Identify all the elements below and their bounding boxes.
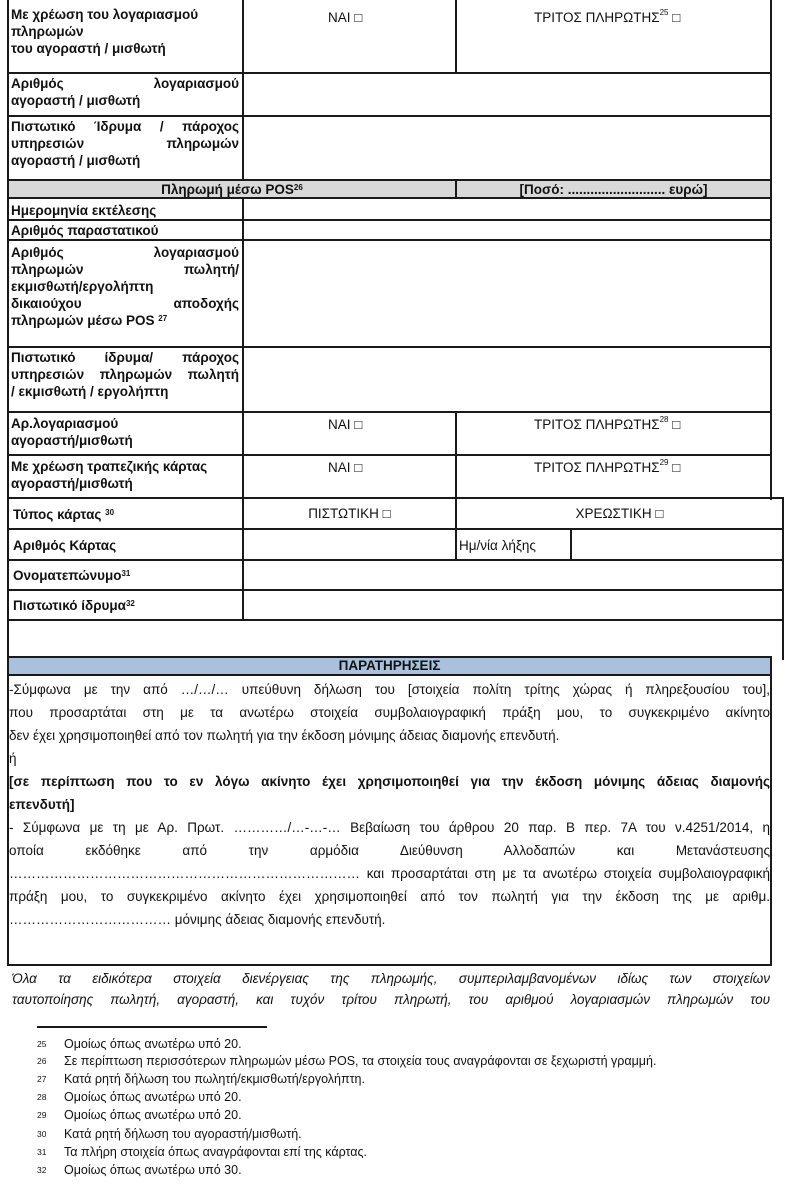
footnote-ref-26[interactable]: 26 [293,183,303,192]
card-type-label: Τύπος κάρτας $^{30}$ [13,507,115,522]
cardholder-name-label: Ονοματεπώνυμο$^{31}$ [13,568,131,583]
card-number-field[interactable] [244,530,455,559]
expiry-label: Ημ/νία λήξης [459,538,536,553]
card-bank-label: Πιστωτικό ίδρυμα$^{32}$ [13,598,135,613]
remarks-line: επενδυτή] [9,797,75,812]
debit-card-checkbox[interactable]: ΧΡΕΩΣΤΙΚΗ □ [575,506,664,521]
remarks-body [9,678,770,931]
cardholder-name-field[interactable] [244,561,782,589]
footnote-text: Ομοίως όπως ανωτέρω υπό 20. [64,1090,242,1104]
footnote-number: 30 [37,1129,47,1139]
footnote-separator [37,1026,267,1028]
footnote-text: Ομοίως όπως ανωτέρω υπό 20. [64,1108,242,1122]
charge-payer-account-label: Με χρέωση του λογαριασμού πληρωμών του αγοραστή / μισθωτή [11,7,199,56]
remarks-line: [σε περίπτωση που το εν λόγω ακίνητο έχει χρησιμοποιηθεί για την έκδοση μόνιμης άδειας διαμονής [9,774,770,789]
footnote-number: 29 [37,1110,47,1120]
card-number-label: Αριθμός Κάρτας [13,538,117,553]
seller-account-label: Αριθμός λογαριασμού πληρωμών πωλητή/ εκμισθωτή/εργολήπτη δικαιούχου αποδοχής πληρωμών μέσω POS $^{27}$ [11,245,239,328]
footnote-ref-28[interactable]: 28 [659,415,669,424]
remarks-line: -Σύμφωνα με την από …/…/… υπεύθυνη δήλωση του [στοιχεία πολίτη τρίτης χώρας ή πληρεξουσίου του], [9,682,770,697]
footnote-number: 28 [37,1092,47,1102]
checkbox-icon[interactable]: □ [672,10,681,25]
remarks-or: ή [9,751,17,766]
card-charge-label: Με χρέωση τραπεζικής κάρτας αγοραστή/μισθωτή [11,459,208,491]
remarks-line: οποία εκδόθηκε από την αρμόδια Διεύθυνση Αλλοδαπών και Μετανάστευσης [9,843,770,858]
card-charge-third-payer-checkbox[interactable] [534,460,680,475]
account-number-label: Αριθμός λογαριασμού αγοραστή / μισθωτή [11,76,239,108]
footnote-number: 27 [37,1074,47,1084]
card-bank-field[interactable] [244,591,782,619]
seller-institution-label: Πιστωτικό ίδρυμα/ πάροχος υπηρεσιών πληρωμών πωλητή / εκμισθωτή / εργολήπτη [11,350,239,399]
footnote-ref-32[interactable]: 32 [125,599,135,608]
third-payer-label: ΤΡΙΤΟΣ ΠΛΗΡΩΤΗΣ [534,460,660,475]
pos-amount: [Ποσό: .......................... ευρώ] [519,182,708,197]
remarks-line: ……………………………… μόνιμης άδειας διαμονής επενδυτή. [9,912,386,927]
execution-date-label: Ημερομηνία εκτέλεσης [11,203,157,218]
credit-institution-label: Πιστωτικό Ίδρυμα / πάροχος υπηρεσιών πληρωμών αγοραστή / μισθωτή [11,119,239,168]
body-paragraph: Όλα τα ειδικότερα στοιχεία διενέργειας της πληρωμής, συμπεριλαμβανομένων ιδίως των στοιχείων ταυτοποίησης πωλητή, αγοραστή, και τυχόν τρίτου πληρωτή, του αριθμού λογαριασμών πληρωμών του [12,971,770,1007]
footnote-text: Κατά ρητή δήλωση του αγοραστή/μισθωτή. [64,1127,302,1141]
remarks-line: που προσαρτάται στη με τα ανωτέρω στοιχεία συμβολαιογραφική πράξη μου, το συγκεκριμένο ακίνητο [9,705,770,720]
footnote-ref-31[interactable]: 31 [121,569,131,578]
footnote-number: 26 [37,1056,47,1066]
checkbox-icon[interactable]: □ [672,460,681,475]
footnote-number: 32 [37,1165,47,1175]
footnotes [0,1037,800,1187]
buyer-account-label: Αρ.λογαριασμού αγοραστή/μισθωτή [11,416,133,448]
pos-header: Πληρωμή μέσω POS$^{26}$ [161,182,303,197]
footnote-text: Σε περίπτωση περισσότερων πληρωμών μέσω POS, τα στοιχεία τους αναγράφονται σε ξεχωριστή γραμμή. [64,1054,657,1068]
buyer-account-yes-checkbox[interactable]: ΝΑΙ □ [328,417,363,432]
footnote-text: Τα πλήρη στοιχεία όπως αναγράφονται επί της κάρτας. [64,1145,368,1159]
footnote-number: 31 [37,1147,47,1157]
footnote-ref-29[interactable]: 29 [659,458,669,467]
credit-card-checkbox[interactable]: ΠΙΣΤΩΤΙΚΗ □ [308,506,391,521]
expiry-field[interactable] [572,530,782,559]
remarks-line: δεν έχει χρησιμοποιηθεί από τον πωλητή για την έκδοση μόνιμης άδειας διαμονής επενδυτή. [9,728,560,743]
card-charge-yes-checkbox[interactable]: ΝΑΙ □ [328,460,363,475]
receipt-number-label: Αριθμός παραστατικού [11,223,159,238]
footnote-text: Κατά ρητή δήλωση του πωλητή/εκμισθωτή/εργολήπτη. [64,1072,365,1086]
third-payer-checkbox[interactable] [534,10,680,25]
buyer-account-third-payer-checkbox[interactable] [534,417,680,432]
footnote-text: Ομοίως όπως ανωτέρω υπό 20. [64,1037,242,1051]
footnote-number: 25 [37,1039,47,1049]
remarks-line: - Σύμφωνα με τη με Αρ. Πρωτ. …………/…-…-… Βεβαίωση του άρθρου 20 παρ. Β περ. 7Α του ν.4251/2014, η [9,820,770,835]
remarks-line: πράξη μου, το συγκεκριμένο ακίνητο έχει χρησιμοποιηθεί από τον πωλητή για την έκδοση της με αριθμ. [9,889,770,904]
third-payer-label: ΤΡΙΤΟΣ ΠΛΗΡΩΤΗΣ [534,417,660,432]
footnote-text: Ομοίως όπως ανωτέρω υπό 30. [64,1163,242,1177]
remarks-header: ΠΑΡΑΤΗΡΗΣΕΙΣ [338,658,441,673]
footnote-ref-27[interactable]: 27 [158,314,168,323]
yes-checkbox[interactable]: ΝΑΙ □ [328,10,363,25]
checkbox-icon[interactable]: □ [672,417,681,432]
footnote-ref-25[interactable]: 25 [659,8,669,17]
third-payer-label: ΤΡΙΤΟΣ ΠΛΗΡΩΤΗΣ [534,10,660,25]
remarks-line: …………………………………………………………………… και προσαρτάται στη με τα ανωτέρω στοιχεία συμβολαιογραφική [9,866,770,881]
footnote-ref-30[interactable]: 30 [105,508,115,517]
